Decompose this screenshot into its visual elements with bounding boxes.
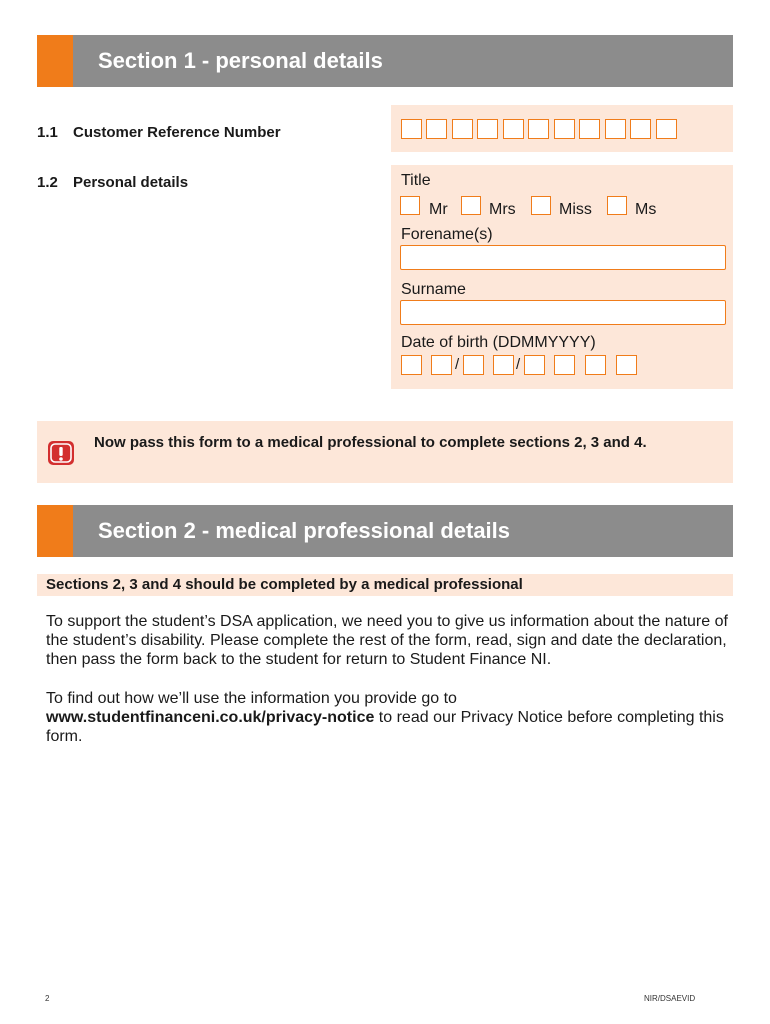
crn-digit-box[interactable] xyxy=(426,119,447,139)
title-mr-checkbox[interactable] xyxy=(400,196,420,215)
crn-question-label: Customer Reference Number xyxy=(73,124,281,141)
section2-paragraph-1: To support the student’s DSA application, we need you to give us information about the nature of the student’s disability. Please complete the rest of the form, read, sign and date the declaration, then pass the form back to the student for return to Student Finance NI. xyxy=(46,613,728,668)
section2-subheading: Sections 2, 3 and 4 should be completed by a medical professional xyxy=(46,576,523,593)
section1-header xyxy=(37,35,733,87)
dob-label: Date of birth (DDMMYYYY) xyxy=(401,334,596,351)
dob-year-digit-box[interactable] xyxy=(585,355,606,375)
crn-digit-box[interactable] xyxy=(452,119,473,139)
title-ms-label: Ms xyxy=(635,201,657,218)
section1-title: Section 1 - personal details xyxy=(98,48,383,73)
crn-question xyxy=(37,124,281,141)
section2-paragraph-2 xyxy=(46,689,736,746)
dob-year-digit-box[interactable] xyxy=(616,355,637,375)
page-number: 2 xyxy=(45,994,50,1003)
personal-details-question xyxy=(37,174,188,191)
dob-year-digit-box[interactable] xyxy=(554,355,575,375)
privacy-notice-link[interactable]: www.studentfinanceni.co.uk/privacy-notice xyxy=(46,709,375,726)
title-mrs-label: Mrs xyxy=(489,201,516,218)
notice-text: Now pass this form to a medical professional to complete sections 2, 3 and 4. xyxy=(94,434,647,451)
exclamation-icon xyxy=(47,440,75,466)
personal-details-label: Personal details xyxy=(73,174,189,191)
section2-title: Section 2 - medical professional details xyxy=(98,518,511,543)
dob-day-digit-box[interactable] xyxy=(401,355,422,375)
surname-label: Surname xyxy=(401,281,466,298)
dob-month-digit-box[interactable] xyxy=(493,355,514,375)
crn-digit-box[interactable] xyxy=(656,119,677,139)
crn-digit-box[interactable] xyxy=(630,119,651,139)
crn-question-number: 1.1 xyxy=(37,124,58,141)
crn-digit-box[interactable] xyxy=(477,119,498,139)
title-field-label: Title xyxy=(401,172,431,189)
crn-digit-box[interactable] xyxy=(605,119,626,139)
forename-label: Forename(s) xyxy=(401,226,493,243)
surname-field[interactable] xyxy=(400,300,726,325)
section1-accent xyxy=(37,35,73,87)
notice-banner xyxy=(37,421,733,483)
crn-digit-box[interactable] xyxy=(554,119,575,139)
dob-year-digit-box[interactable] xyxy=(524,355,545,375)
privacy-suffix-text: to read our Privacy Notice before completing this form. xyxy=(46,709,724,745)
crn-digit-box[interactable] xyxy=(401,119,422,139)
crn-digit-box[interactable] xyxy=(579,119,600,139)
title-mrs-checkbox[interactable] xyxy=(461,196,481,215)
title-ms-checkbox[interactable] xyxy=(607,196,627,215)
title-miss-checkbox[interactable] xyxy=(531,196,551,215)
personal-details-number: 1.2 xyxy=(37,174,58,191)
crn-digit-box[interactable] xyxy=(503,119,524,139)
section2-header xyxy=(37,505,733,557)
forename-field[interactable] xyxy=(400,245,726,270)
dob-separator: / xyxy=(455,356,460,373)
crn-digit-box[interactable] xyxy=(528,119,549,139)
dob-month-digit-box[interactable] xyxy=(463,355,484,375)
section2-subheading-bar xyxy=(37,574,733,596)
dob-day-digit-box[interactable] xyxy=(431,355,452,375)
title-miss-label: Miss xyxy=(559,201,592,218)
section2-accent xyxy=(37,505,73,557)
form-code: NIR/DSAEVID xyxy=(644,994,696,1003)
title-mr-label: Mr xyxy=(429,201,448,218)
dob-separator: / xyxy=(516,356,521,373)
privacy-intro-text: To find out how we’ll use the information you provide go to xyxy=(46,690,457,707)
